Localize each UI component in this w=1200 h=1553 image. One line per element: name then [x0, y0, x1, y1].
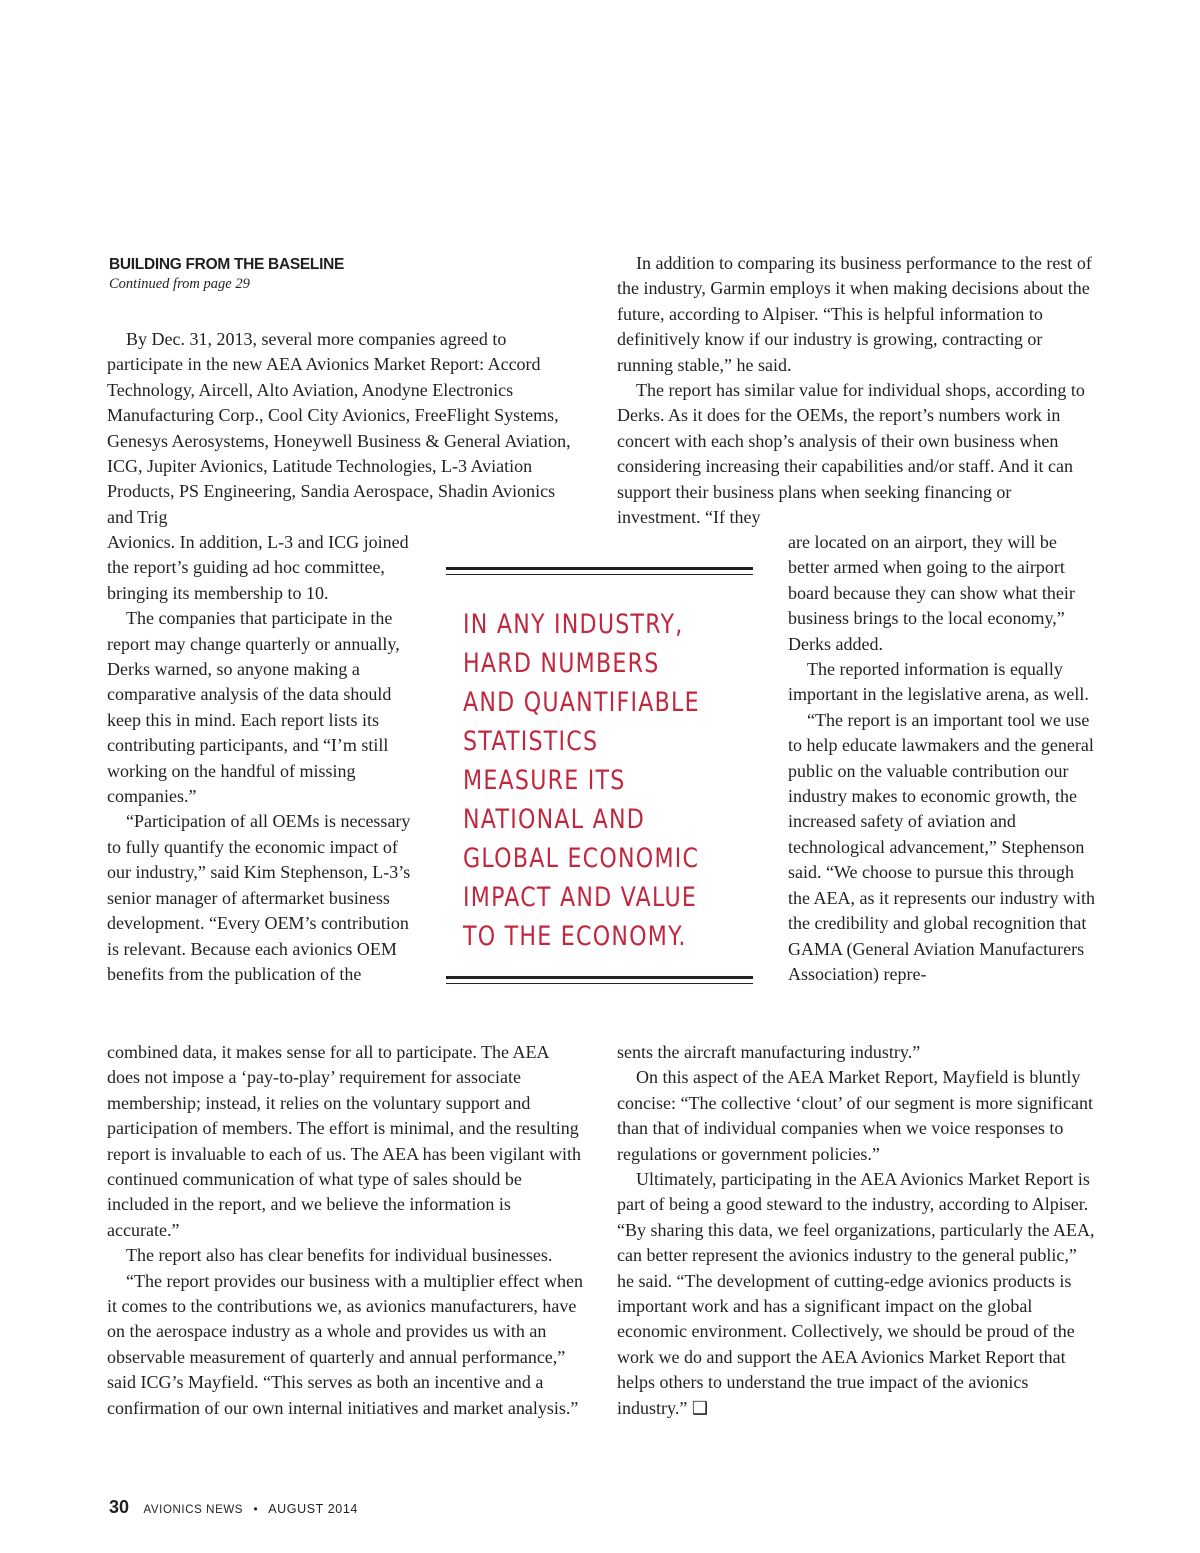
- page-number: 30: [109, 1497, 130, 1517]
- pull-quote-bottom-rule: [446, 976, 753, 984]
- paragraph: “Participation of all OEMs is necessary to fully quantify the economic impact of our industry,” said Kim Stephenson, L-3’s senior manager of aftermarket business development. “Every OEM’s contribution is relevant. Because each avionics OEM benefits from the publication of the: [107, 811, 411, 984]
- paragraph: The report also has clear benefits for individual businesses.: [126, 1245, 553, 1266]
- paragraph: sents the aircraft manufacturing industry.”: [617, 1042, 921, 1062]
- pull-quote-line: GLOBAL ECONOMIC: [463, 843, 700, 874]
- right-column-bottom: [617, 1040, 1095, 1421]
- paragraph: Avionics. In addition, L-3 and ICG joined the report’s guiding ad hoc committee, bringing its membership to 10.: [107, 532, 409, 603]
- pull-quote-line: IMPACT AND VALUE: [463, 882, 698, 913]
- pull-quote-line: STATISTICS: [463, 726, 599, 757]
- pull-quote-top-rule: [446, 567, 753, 575]
- right-column-top: [617, 251, 1093, 530]
- pull-quote-line: IN ANY INDUSTRY,: [463, 609, 684, 640]
- paragraph: combined data, it makes sense for all to participate. The AEA does not impose a ‘pay-to-play’ requirement for associate membership; instead, it relies on the voluntary support and participation of members. The effort is minimal, and the resulting report is invaluable to each of us. The AEA has been vigilant with continued communication of what type of sales should be included in the report, and we believe the information is accurate.”: [107, 1042, 582, 1240]
- page-footer: [109, 1497, 358, 1518]
- paragraph: The reported information is equally important in the legislative arena, as well.: [788, 659, 1089, 705]
- pull-quote-line: TO THE ECONOMY.: [463, 921, 687, 952]
- right-column-narrow: [788, 530, 1096, 987]
- paragraph: Ultimately, participating in the AEA Avionics Market Report is part of being a good steward to the industry, according to Alpiser. “By sharing this data, we feel organizations, particularly the AEA, can better represent the avionics industry to the general public,” he said. “The development of cutting-edge avionics products is important work and has a significant impact on the global economic environment. Collectively, we should be proud of the work we do and support the AEA Avionics Market Report that helps others to understand the true impact of the avionics industry.” ❑: [617, 1169, 1095, 1418]
- paragraph: “The report provides our business with a multiplier effect when it comes to the contributions we, as avionics manufacturers, have on the aerospace industry as a whole and provides us with an observable measurement of quarterly and annual performance,” said ICG’s Mayfield. “This serves as both an incentive and a confirmation of our own internal initiatives and market analysis.”: [107, 1270, 584, 1418]
- pull-quote-line: NATIONAL AND: [463, 804, 646, 835]
- left-column-narrow: [107, 530, 415, 987]
- footer-separator: •: [253, 1502, 258, 1516]
- paragraph: In addition to comparing its business performance to the rest of the industry, Garmin employs it when making decisions about the future, according to Alpiser. “This is helpful information to definitively know if our industry is growing, contracting or running stable,” he said.: [617, 253, 1092, 375]
- paragraph: are located on an airport, they will be better armed when going to the airport board because they can show what their business brings to the local economy,” Derks added.: [788, 532, 1075, 654]
- pull-quote-line: MEASURE ITS: [463, 765, 626, 796]
- continued-note: Continued from page 29: [109, 276, 250, 292]
- pull-quote-line: AND QUANTIFIABLE: [463, 687, 700, 718]
- pull-quote: [446, 567, 753, 985]
- paragraph: By Dec. 31, 2013, several more companies agreed to participate in the new AEA Avionics Market Report: Accord Technology, Aircell, Alto Aviation, Anodyne Electronics Manufacturing Corp., Cool City Avionics, FreeFlight Systems, Genesys Aerosystems, Honeywell Business & General Aviation, ICG, Jupiter Avionics, Latitude Technologies, L-3 Aviation Products, PS Engineering, Sandia Aerospace, Shadin Avionics and Trig: [107, 329, 571, 527]
- paragraph: On this aspect of the AEA Market Report, Mayfield is bluntly concise: “The collective ‘clout’ of our segment is more significant than that of individual companies when we voice responses to regulations or government policies.”: [617, 1067, 1093, 1164]
- left-column-bottom: [107, 1040, 585, 1421]
- left-column-top: [107, 327, 573, 530]
- pull-quote-text: [463, 605, 701, 956]
- paragraph: The report has similar value for individual shops, according to Derks. As it does for the OEMs, the report’s numbers work in concert with each shop’s analysis of their own business when considering increasing their capabilities and/or staff. And it can support their business plans when seeking financing or investment. “If they: [617, 380, 1085, 528]
- section-heading: BUILDING FROM THE BASELINE: [109, 256, 345, 273]
- publication-name: AVIONICS NEWS: [143, 1504, 244, 1516]
- paragraph: “The report is an important tool we use to help educate lawmakers and the general public on the valuable contribution our industry makes to economic growth, the increased safety of aviation and technological advancement,” Stephenson said. “We choose to pursue this through the AEA, as it represents our industry with the credibility and global recognition that GAMA (General Aviation Manufacturers Association) repre-: [788, 709, 1095, 984]
- pull-quote-line: HARD NUMBERS: [463, 648, 660, 679]
- issue-date: AUGUST 2014: [268, 1502, 358, 1516]
- paragraph: The companies that participate in the report may change quarterly or annually, Derks warned, so anyone making a comparative analysis of the data should keep this in mind. Each report lists its contributing participants, and “I’m still working on the handful of missing companies.”: [107, 608, 400, 807]
